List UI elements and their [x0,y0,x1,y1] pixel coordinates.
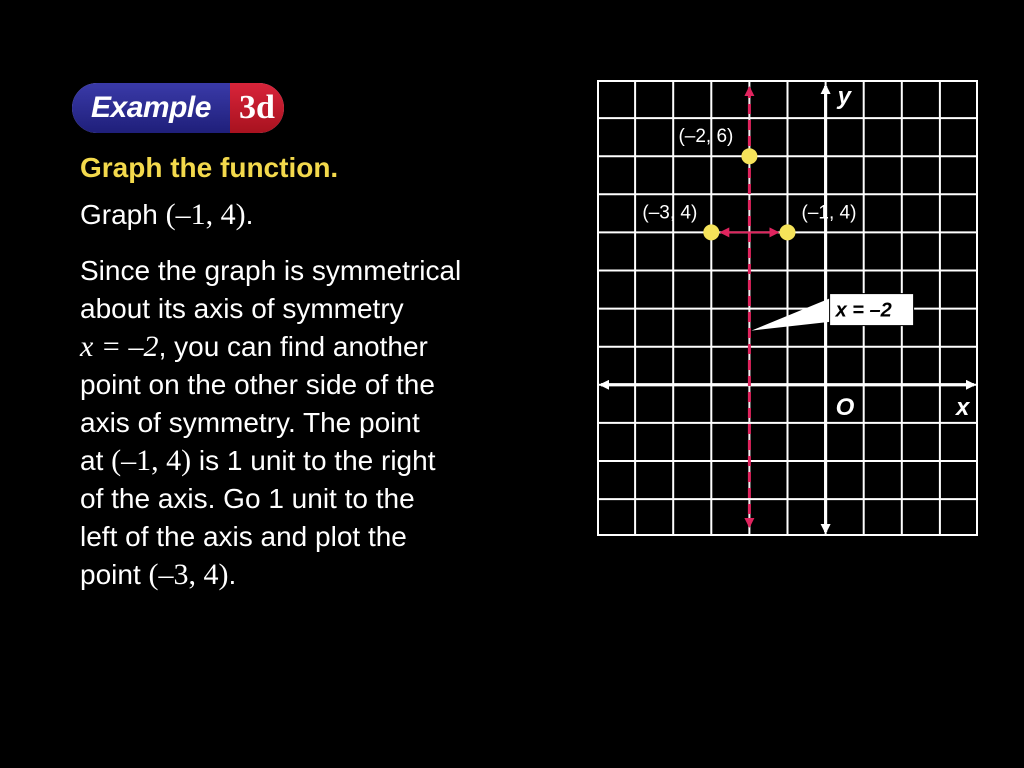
origin-label: O [835,393,855,421]
step-graph-point [80,196,253,234]
paragraph-line: about its axis of symmetry [80,293,404,324]
point-label: (–3, 4) [642,202,698,224]
x-axis-label: x [956,393,970,421]
step-point: (–1, 4) [165,198,246,231]
paragraph-text: at [80,445,112,476]
paragraph-line [80,328,461,366]
example-badge [72,83,284,133]
axis-equation: x = –2 [80,330,159,363]
grid [597,80,978,536]
paragraph-line: left of the axis and plot the [80,521,407,552]
coordinate-graph [597,80,978,536]
plotted-point [703,224,719,240]
point-reference: (–1, 4) [111,444,192,477]
y-axis-label: y [837,83,851,110]
paragraph-text: . [228,559,237,590]
step-prefix: Graph [80,199,166,230]
point-label: (–2, 6) [678,126,734,148]
axis-of-symmetry-callout [751,294,913,331]
point-label: (–1, 4) [801,202,857,224]
paragraph-line: of the axis. Go 1 unit to the [80,483,415,514]
plotted-point [741,148,757,164]
paragraph-line [80,442,461,480]
example-badge-label: Example [72,83,230,133]
paragraph-text: , you can find another [158,331,428,362]
section-heading: Graph the function. [80,152,339,183]
point-reference: (–3, 4) [148,558,229,591]
paragraph-line: axis of symmetry. The point [80,407,420,438]
paragraph-line [80,556,461,594]
explanation-paragraph [80,252,461,594]
callout-pointer [751,298,831,331]
paragraph-line: point on the other side of the [80,369,435,400]
plotted-point [780,224,796,240]
paragraph-text: point [80,559,149,590]
example-badge-number: 3d [230,83,284,133]
step-suffix: . [245,199,254,230]
paragraph-text: is 1 unit to the right [191,445,436,476]
callout-label: x = –2 [835,299,892,322]
paragraph-line: Since the graph is symmetrical [80,255,462,286]
